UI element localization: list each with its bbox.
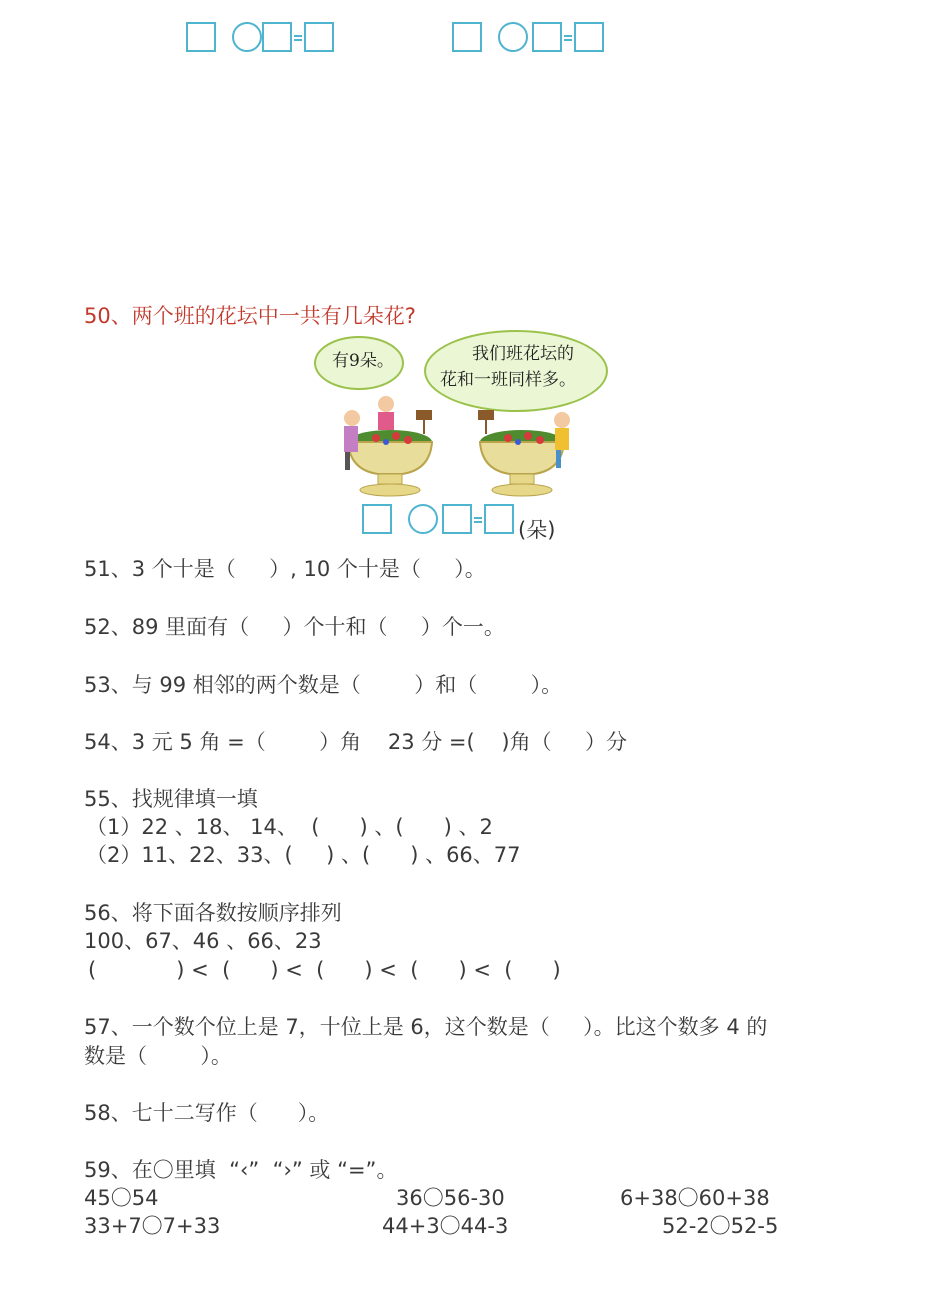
equals-sign [474, 517, 482, 523]
question-56-numbers: 100、67、46 、66、23 [84, 929, 322, 953]
answer-box[interactable] [304, 22, 334, 52]
answer-box[interactable] [362, 504, 392, 534]
question-56-title: 56、将下面各数按顺序排列 [84, 901, 342, 925]
equation-template-1 [186, 22, 346, 56]
equation-template-q50 [362, 504, 522, 538]
question-50-title: 50、两个班的花坛中一共有几朵花? [84, 304, 416, 328]
question-51: 51、3 个十是（ ）, 10 个十是（ ）。 [84, 557, 486, 581]
flowerbeds-drawing [300, 390, 610, 500]
answer-box[interactable] [532, 22, 562, 52]
equation-template-2 [452, 22, 612, 56]
equals-sign [564, 35, 572, 41]
question-52: 52、89 里面有（ ）个十和（ ）个一。 [84, 615, 505, 639]
speech-bubble-right-line1: 我们班花坛的 [472, 344, 574, 364]
q59-item: 45〇54 [84, 1186, 159, 1210]
q59-item: 33+7〇7+33 [84, 1214, 221, 1238]
question-57-line2: 数是（ ）。 [84, 1044, 232, 1068]
answer-box[interactable] [574, 22, 604, 52]
q59-item: 44+3〇44-3 [382, 1214, 509, 1238]
answer-box[interactable] [262, 22, 292, 52]
answer-box[interactable] [484, 504, 514, 534]
unit-label: (朵) [518, 518, 556, 542]
operator-circle[interactable] [408, 504, 438, 534]
operator-circle[interactable] [232, 22, 262, 52]
q59-item: 36〇56-30 [396, 1186, 505, 1210]
question-56-order: ( ) < ( ) < ( ) < ( ) < ( ) [88, 958, 561, 982]
answer-box[interactable] [186, 22, 216, 52]
q59-item: 52-2〇52-5 [662, 1214, 779, 1238]
question-55-line1: （1）22 、18、 14、 ( ) 、( ) 、2 [86, 815, 493, 839]
question-53: 53、与 99 相邻的两个数是（ ）和（ ）。 [84, 673, 563, 697]
speech-bubble-right-line2: 花和一班同样多。 [440, 370, 576, 390]
question-54: 54、3 元 5 角 =（ ）角 23 分 =( )角（ ）分 [84, 730, 627, 754]
equals-sign [294, 35, 302, 41]
flowerbed-illustration [300, 330, 610, 500]
speech-bubble-left-text: 有9朵。 [332, 351, 394, 371]
question-55-line2: （2）11、22、33、( ) 、( ) 、66、77 [86, 843, 521, 867]
answer-box[interactable] [452, 22, 482, 52]
operator-circle[interactable] [498, 22, 528, 52]
question-57-line1: 57、一个数个位上是 7，十位上是 6，这个数是（ ）。比这个数多 4 的 [84, 1015, 768, 1039]
answer-box[interactable] [442, 504, 472, 534]
question-55-title: 55、找规律填一填 [84, 787, 258, 811]
question-59-title: 59、在〇里填 “‹” “›” 或 “=”。 [84, 1158, 398, 1182]
question-58: 58、七十二写作（ ）。 [84, 1101, 330, 1125]
q59-item: 6+38〇60+38 [620, 1186, 770, 1210]
